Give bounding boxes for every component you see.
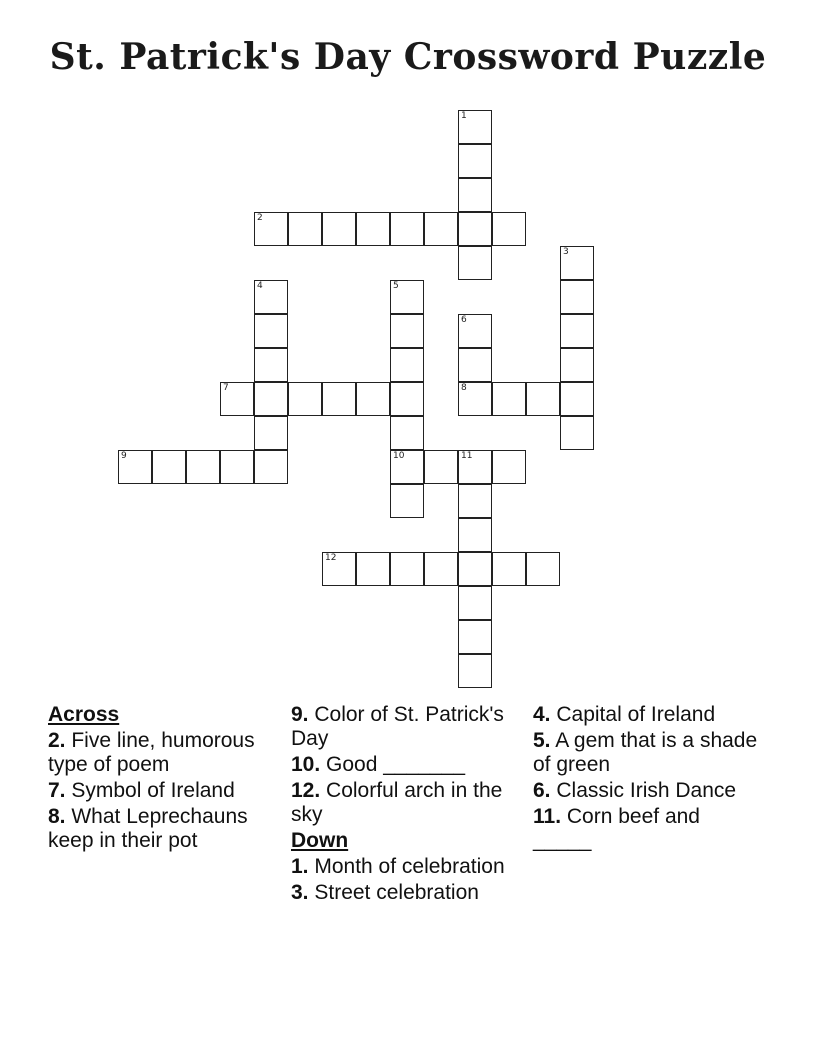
crossword-cell[interactable] <box>390 314 424 348</box>
clue-number: 10. <box>291 753 321 776</box>
clue-across-7 <box>48 779 278 803</box>
clue-number: 12. <box>291 779 321 802</box>
crossword-cell[interactable] <box>458 484 492 518</box>
clue-down-1 <box>291 855 506 879</box>
clue-across-12 <box>291 779 506 827</box>
clue-across-9 <box>291 703 506 751</box>
crossword-cell[interactable] <box>492 382 526 416</box>
clue-number-label: 4 <box>257 281 263 291</box>
clue-down-5 <box>533 729 758 777</box>
clue-text: Month of celebration <box>314 855 505 878</box>
crossword-cell[interactable] <box>458 586 492 620</box>
crossword-cell-7[interactable] <box>220 382 254 416</box>
clue-number-label: 5 <box>393 281 399 291</box>
clue-number-label: 2 <box>257 213 263 223</box>
crossword-cell[interactable] <box>356 212 390 246</box>
crossword-cell[interactable] <box>390 212 424 246</box>
clue-number: 6. <box>533 779 551 802</box>
clue-number-label: 1 <box>461 111 467 121</box>
clue-text: What Leprechauns keep in their pot <box>48 805 248 852</box>
clue-column-2 <box>291 703 506 907</box>
crossword-cell[interactable] <box>458 552 492 586</box>
crossword-cell[interactable] <box>560 348 594 382</box>
crossword-cell[interactable] <box>390 348 424 382</box>
crossword-cell[interactable] <box>254 416 288 450</box>
crossword-cell[interactable] <box>220 450 254 484</box>
crossword-cell[interactable] <box>254 314 288 348</box>
clue-number-label: 8 <box>461 383 467 393</box>
crossword-cell-4[interactable] <box>254 280 288 314</box>
clue-text: Classic Irish Dance <box>556 779 737 802</box>
crossword-cell-9[interactable] <box>118 450 152 484</box>
crossword-cell[interactable] <box>254 348 288 382</box>
clue-down-11 <box>533 805 758 853</box>
crossword-cell-10[interactable] <box>390 450 424 484</box>
crossword-cell[interactable] <box>322 382 356 416</box>
clue-text: Colorful arch in the sky <box>291 779 503 826</box>
clue-number: 4. <box>533 703 551 726</box>
clue-text: Color of St. Patrick's Day <box>291 703 504 750</box>
crossword-cell[interactable] <box>458 518 492 552</box>
clue-text: Symbol of Ireland <box>71 779 235 802</box>
crossword-cell[interactable] <box>458 178 492 212</box>
across-heading: Across <box>48 703 120 726</box>
clue-number-label: 10 <box>393 451 405 461</box>
clue-down-4 <box>533 703 758 727</box>
clue-number-label: 3 <box>563 247 569 257</box>
crossword-cell[interactable] <box>254 382 288 416</box>
clue-number: 3. <box>291 881 309 904</box>
crossword-cell-11[interactable] <box>458 450 492 484</box>
clue-text: Five line, humorous type of poem <box>48 729 255 776</box>
crossword-cell[interactable] <box>356 382 390 416</box>
crossword-cell[interactable] <box>492 552 526 586</box>
clue-across-8 <box>48 805 278 853</box>
clue-number: 1. <box>291 855 309 878</box>
crossword-cell-6[interactable] <box>458 314 492 348</box>
crossword-cell[interactable] <box>390 382 424 416</box>
clue-text: Street celebration <box>314 881 479 904</box>
crossword-cell[interactable] <box>458 654 492 688</box>
clue-number: 9. <box>291 703 309 726</box>
clue-down-3 <box>291 881 506 905</box>
crossword-cell[interactable] <box>288 212 322 246</box>
crossword-cell[interactable] <box>424 552 458 586</box>
crossword-cell-12[interactable] <box>322 552 356 586</box>
crossword-cell[interactable] <box>254 450 288 484</box>
crossword-cell-3[interactable] <box>560 246 594 280</box>
crossword-cell[interactable] <box>390 416 424 450</box>
crossword-cell-1[interactable] <box>458 110 492 144</box>
crossword-cell[interactable] <box>356 552 390 586</box>
clue-column-1 <box>48 703 278 855</box>
clue-across-2 <box>48 729 278 777</box>
crossword-cell[interactable] <box>560 280 594 314</box>
crossword-cell[interactable] <box>526 382 560 416</box>
clue-text: Good _______ <box>326 753 466 776</box>
clue-text: Corn beef and _____ <box>533 805 700 852</box>
clue-number-label: 11 <box>461 451 473 461</box>
crossword-cell[interactable] <box>288 382 322 416</box>
crossword-cell[interactable] <box>186 450 220 484</box>
crossword-cell[interactable] <box>492 450 526 484</box>
clue-number: 2. <box>48 729 66 752</box>
clue-number: 5. <box>533 729 551 752</box>
crossword-cell[interactable] <box>390 484 424 518</box>
clue-number: 11. <box>533 805 562 828</box>
clue-down-6 <box>533 779 758 803</box>
clue-number-label: 12 <box>325 553 337 563</box>
clue-number: 8. <box>48 805 66 828</box>
clue-across-10 <box>291 753 506 777</box>
clue-number-label: 6 <box>461 315 467 325</box>
crossword-cell[interactable] <box>492 212 526 246</box>
crossword-cell[interactable] <box>560 416 594 450</box>
crossword-cell[interactable] <box>560 314 594 348</box>
crossword-cell[interactable] <box>458 620 492 654</box>
crossword-cell[interactable] <box>458 212 492 246</box>
clue-text: Capital of Ireland <box>556 703 716 726</box>
crossword-cell[interactable] <box>458 246 492 280</box>
crossword-cell[interactable] <box>152 450 186 484</box>
crossword-cell[interactable] <box>526 552 560 586</box>
crossword-cell[interactable] <box>322 212 356 246</box>
crossword-cell[interactable] <box>424 450 458 484</box>
crossword-cell[interactable] <box>560 382 594 416</box>
crossword-cell[interactable] <box>424 212 458 246</box>
page-title: St. Patrick's Day Crossword Puzzle <box>49 36 767 78</box>
clue-number-label: 9 <box>121 451 127 461</box>
crossword-cell[interactable] <box>390 552 424 586</box>
crossword-cell-5[interactable] <box>390 280 424 314</box>
clue-number: 7. <box>48 779 66 802</box>
crossword-cell-8[interactable] <box>458 382 492 416</box>
crossword-cell-2[interactable] <box>254 212 288 246</box>
down-heading: Down <box>291 829 349 852</box>
clue-column-3 <box>533 703 758 855</box>
clue-text: A gem that is a shade of green <box>533 729 758 776</box>
crossword-cell[interactable] <box>458 144 492 178</box>
crossword-cell[interactable] <box>458 348 492 382</box>
clue-number-label: 7 <box>223 383 229 393</box>
